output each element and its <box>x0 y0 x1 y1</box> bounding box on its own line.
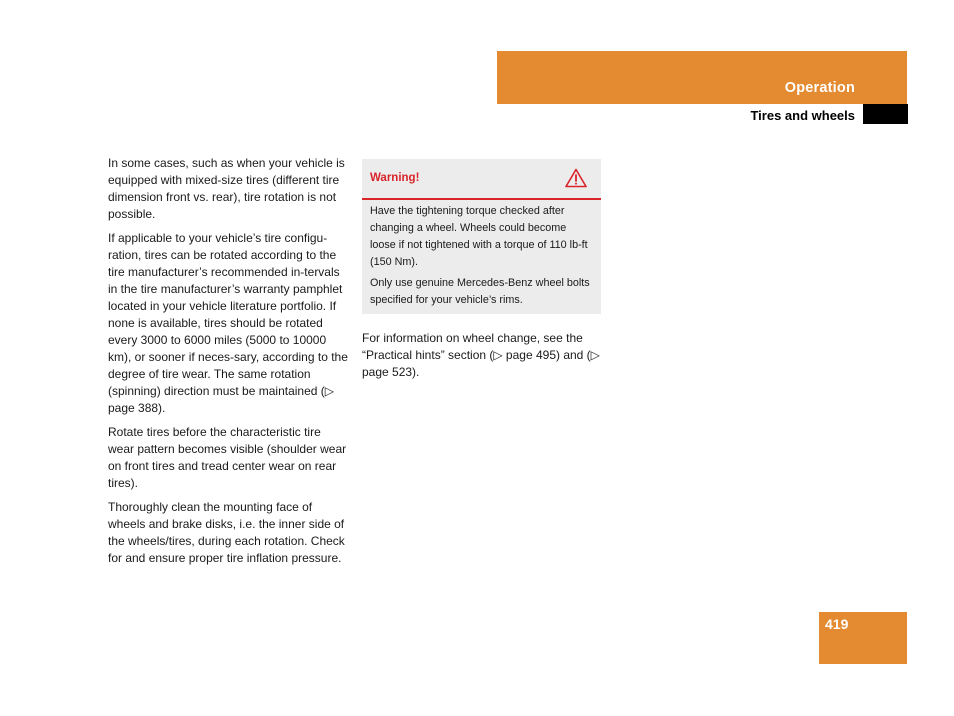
subsection-tab-marker <box>863 104 908 124</box>
warning-body <box>362 200 601 309</box>
paragraph-clean-mounting-face: Thoroughly clean the mounting face of wheels and brake disks, i.e. the inner side of the wheels/tires, during each rotation. Check for and ensure proper tire inflation pressure. <box>108 500 345 565</box>
subsection-title: Tires and wheels <box>750 108 855 123</box>
paragraph-mixed-size-tires: In some cases, such as when your vehicle is equipped with mixed-size tires (different tire dimension front vs. rear), tire rotation is not possible. <box>108 156 345 221</box>
middle-column <box>362 330 607 388</box>
warning-box <box>362 159 601 314</box>
page-number-box <box>819 612 907 664</box>
page-number: 419 <box>825 616 849 632</box>
paragraph-rotate-before-wear: Rotate tires before the characteristic tire wear pattern becomes visible (shoulder wear on front tires and tread center wear on rear tires). <box>108 425 347 490</box>
warning-triangle-icon <box>565 168 587 188</box>
warning-paragraph-bolts: Only use genuine Mercedes-Benz wheel bolts specified for your vehicle’s rims. <box>370 277 590 306</box>
paragraph-rotation-intervals: If applicable to your vehicle’s tire configu-ration, tires can be rotated according to the tire manufacturer’s recommended in-tervals in the tire manufacturer’s warranty pamphlet located in your vehicle literature portfolio. If none is available, tires should be rotated every 3000 to 6000 miles (5000 to 10000 km), or sooner if neces-sary, according to the degree of tire wear. The same rotation (spinning) direction must be maintained (▷ page 388). <box>108 231 348 415</box>
paragraph-wheel-change-reference: For information on wheel change, see the “Practical hints” section (▷ page 495) and (▷ page 523). <box>362 331 600 379</box>
warning-header <box>362 159 601 200</box>
warning-title: Warning! <box>370 172 420 184</box>
section-header-bar <box>497 51 907 104</box>
left-column <box>108 155 348 574</box>
warning-paragraph-torque: Have the tightening torque checked after changing a wheel. Wheels could become loose if not tightened with a torque of 110 lb-ft (150 Nm). <box>370 205 588 268</box>
section-title: Operation <box>784 80 855 96</box>
